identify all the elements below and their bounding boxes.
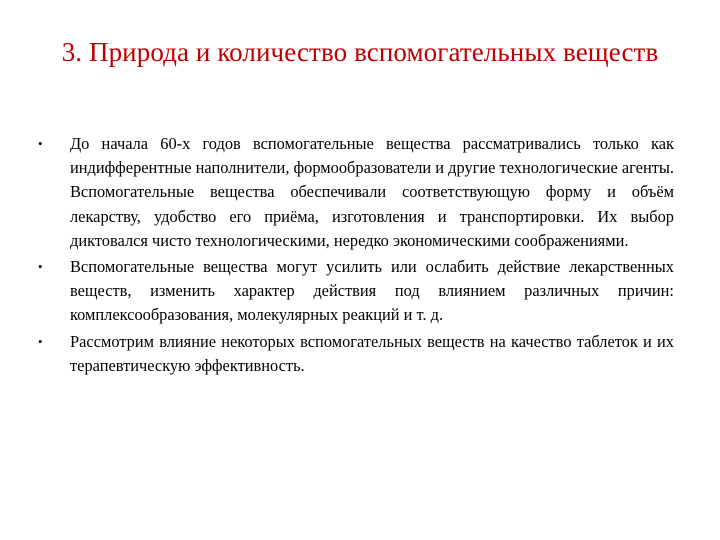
bullet-marker: • xyxy=(38,259,43,275)
bullet-item xyxy=(38,132,674,253)
bullet-marker: • xyxy=(38,333,43,349)
bullet-text: Рассмотрим влияние некоторых вспомогательных веществ на качество таблеток и их терапевтическую эффективность. xyxy=(70,331,674,375)
bullet-item xyxy=(38,330,674,378)
bullet-text: До начала 60-х годов вспомогательные вещества рассматривались только как индифферентные наполнители, формообразователи и другие технологические агенты. Вспомогательные вещества обеспечивали соответствующую форму и объём лекарству, удобство его приёма, изготовления и транспортировки. Их выбор диктовался чисто технологическими, нередко экономическими соображениями. xyxy=(70,134,674,250)
bullet-item xyxy=(38,255,674,328)
bullet-list xyxy=(38,132,674,378)
bullet-marker: • xyxy=(38,136,43,151)
slide-title: 3. Природа и количество вспомогательных веществ xyxy=(61,37,659,67)
bullet-text: Вспомогательные вещества могут усилить или ослабить действие лекарственных веществ, изменить характер действия под влиянием различных причин: комплексообразования, молекулярных реакций и т. д. xyxy=(70,257,674,325)
